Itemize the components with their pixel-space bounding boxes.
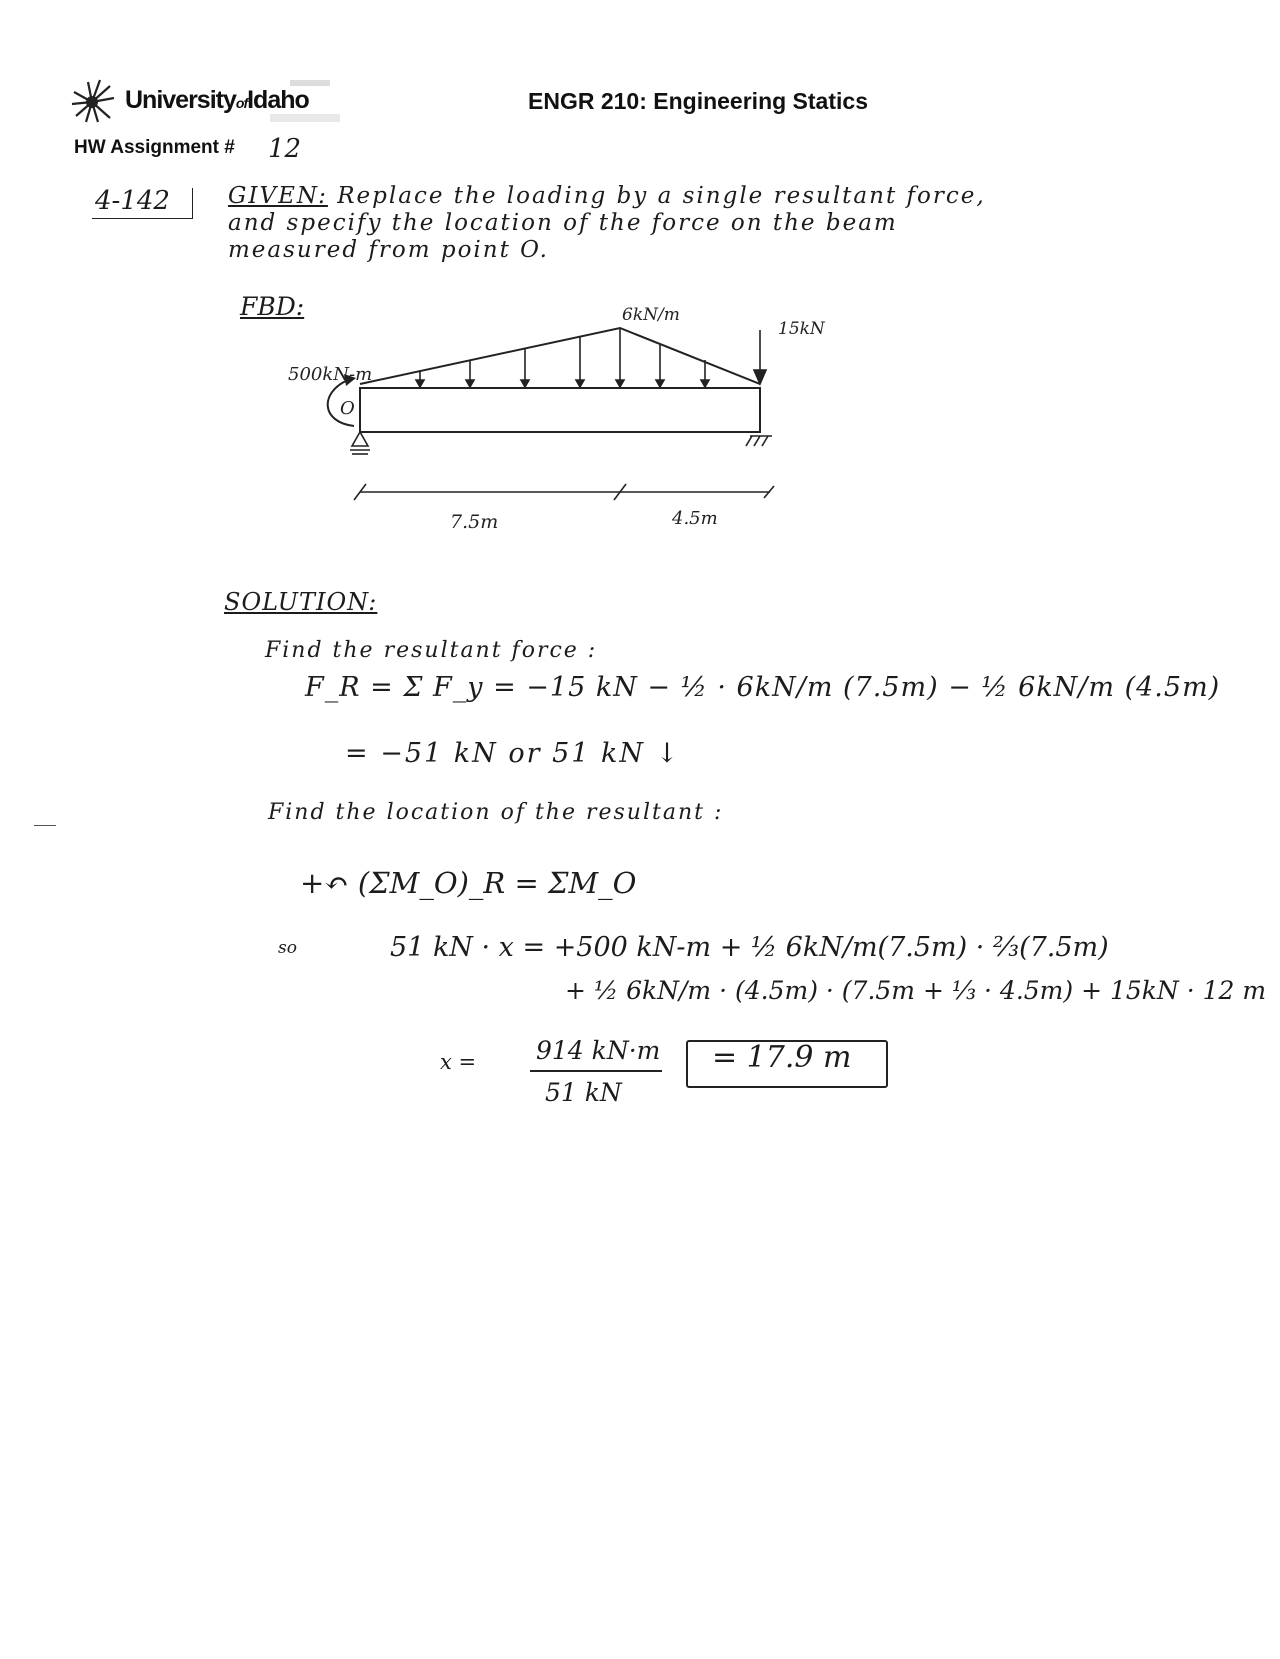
given-label: GIVEN: bbox=[228, 183, 328, 209]
equation-moment-balance: +↶ (ΣM_O)_R = ΣM_O bbox=[300, 866, 637, 900]
equation-resultant-value: = −51 kN or 51 kN ↓ bbox=[345, 738, 681, 769]
span2-label: 4.5m bbox=[672, 508, 718, 529]
given-line-2: and specify the location of the force on the beam bbox=[228, 210, 898, 236]
equation-resultant-force: F_R = Σ F_y = −15 kN − ½ · 6kN/m (7.5m) − ½ 6kN/m (4.5m) bbox=[305, 672, 1221, 703]
given-text: Replace the loading by a single resultant force, bbox=[337, 183, 986, 209]
fraction-numerator: 914 kN·m bbox=[536, 1036, 661, 1065]
hw-assignment-label: HW Assignment # bbox=[74, 137, 235, 158]
given-line-3: measured from point O. bbox=[228, 237, 549, 263]
fraction-bar bbox=[530, 1070, 662, 1072]
x-equals: x = bbox=[440, 1050, 477, 1074]
free-body-diagram bbox=[280, 300, 920, 560]
fbd-label: FBD: bbox=[240, 292, 305, 321]
step-resultant-location: Find the location of the resultant : bbox=[268, 800, 724, 825]
fraction-denominator: 51 kN bbox=[545, 1078, 622, 1107]
point-load-arrow bbox=[754, 330, 766, 384]
point-o-label: O bbox=[340, 398, 355, 419]
given-line-1 bbox=[228, 183, 986, 209]
step-resultant-force: Find the resultant force : bbox=[265, 638, 598, 663]
hw-assignment-number: 12 bbox=[268, 134, 302, 164]
solution-label: SOLUTION: bbox=[224, 588, 378, 616]
point-load-label: 15kN bbox=[778, 319, 825, 339]
equation-moment-line-2: + ½ 6kN/m · (4.5m) · (7.5m + ⅓ · 4.5m) + 15kN · 12 m bbox=[565, 976, 1267, 1005]
dimension-line bbox=[354, 484, 774, 500]
pin-support-icon bbox=[350, 432, 370, 454]
course-title: ENGR 210: Engineering Statics bbox=[528, 88, 868, 114]
peak-load-label: 6kN/m bbox=[622, 305, 680, 325]
problem-number: 4-142 bbox=[95, 186, 170, 216]
fixed-support-icon bbox=[746, 436, 772, 446]
span1-label: 7.5m bbox=[450, 511, 499, 533]
logo-wordmark: UniversityofIdaho bbox=[125, 86, 309, 114]
moment-label: 500kN-m bbox=[288, 364, 373, 385]
equation-moment-line-1: 51 kN · x = +500 kN-m + ½ 6kN/m(7.5m) · ⅔(7.5m) bbox=[390, 932, 1109, 963]
scan-mark bbox=[34, 825, 56, 826]
load-arrows bbox=[416, 328, 709, 387]
beam bbox=[360, 388, 760, 432]
final-answer: = 17.9 m bbox=[712, 1040, 852, 1075]
so-label: so bbox=[278, 938, 297, 958]
